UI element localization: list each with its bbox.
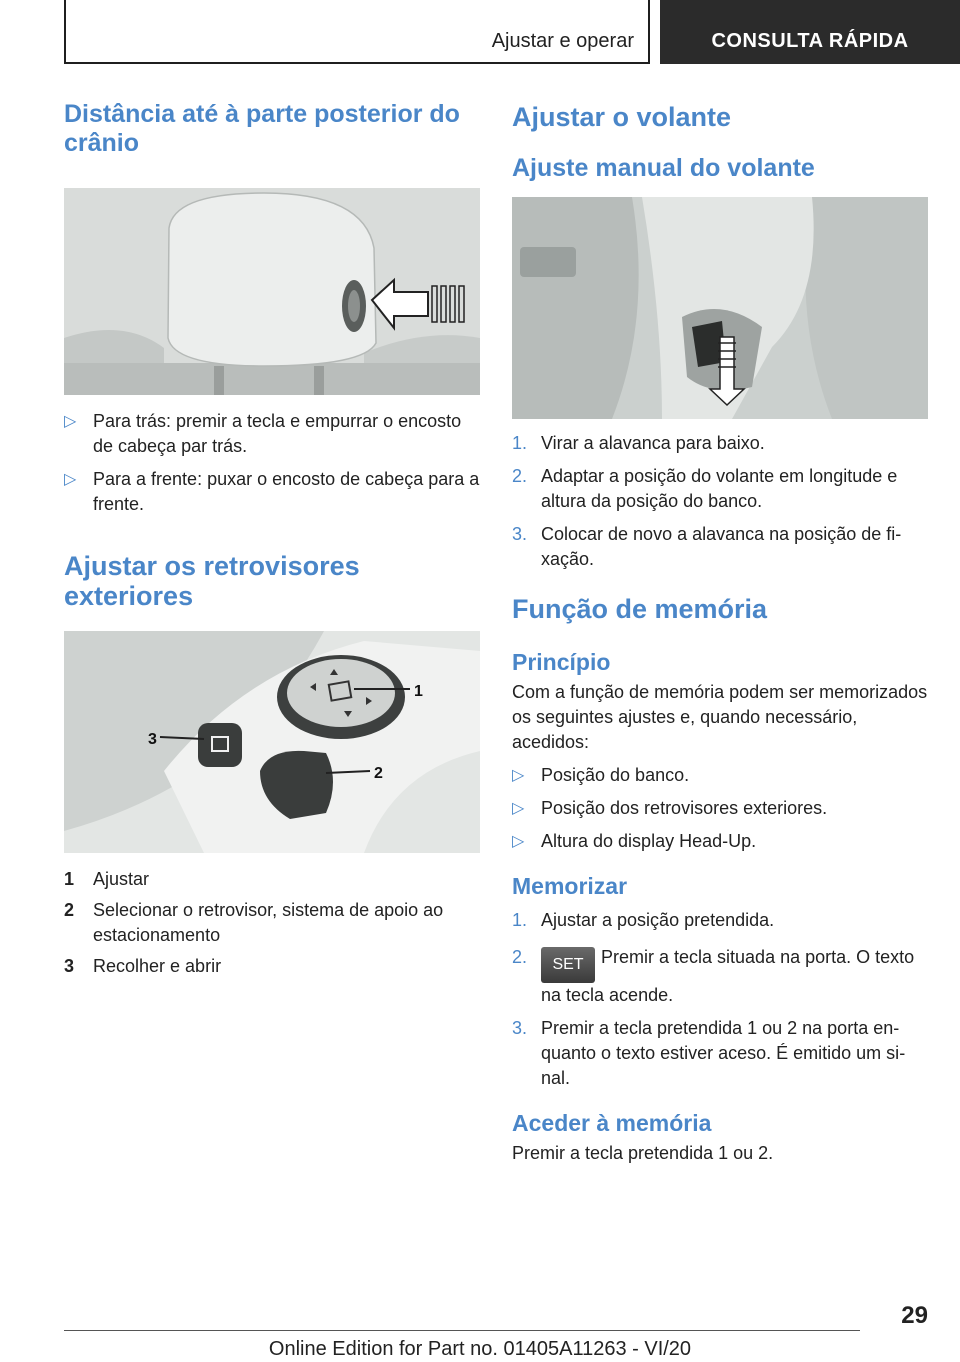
list-item: 1 Ajustar [64, 869, 150, 889]
principle-text: Com a função de memória podem ser memorizados os seguintes ajustes e, quando necessário, acedidos: [512, 682, 928, 752]
list-item: ▷ Para a frente: puxar o encosto de cabeça para a frente. [64, 469, 480, 514]
bullet-triangle-icon: ▷ [512, 800, 525, 817]
callout-3: 3 [148, 731, 157, 748]
mirror-switch-figure [64, 631, 480, 853]
list-item: ▷ Altura do display Head-Up. [512, 829, 928, 854]
headrest-heading: Distância até à parte posterior do crânio [64, 100, 460, 157]
memorize-steps [512, 908, 928, 1091]
bullet-triangle-icon: ▷ [512, 767, 525, 784]
header-section-label: Ajustar e operar [491, 30, 634, 52]
list-item: 1. Virar a alavanca para baixo. [512, 433, 765, 453]
list-item: ▷ Posição dos retrovisores exteriores. [512, 796, 928, 821]
memorize-heading: Memorizar [512, 873, 628, 899]
callout-2: 2 [374, 765, 383, 782]
principle-list [512, 763, 928, 854]
list-item: ▷ Para trás: premir a tecla e empurrar o encosto de cabeça par trás. [64, 411, 462, 456]
list-item: 3. Premir a tecla pretendida 1 ou 2 na porta enquanto o texto estiver aceso. É emitido um sinal. [512, 1018, 906, 1088]
list-item: 2. SET Premir a tecla situada na porta. O texto na tecla acende. [512, 947, 915, 1005]
header-section-box [64, 0, 650, 64]
headrest-figure [64, 188, 480, 395]
list-item: 3. Colocar de novo a alavanca na posição de fixação. [512, 524, 902, 569]
access-heading: Aceder à memória [512, 1110, 712, 1136]
memory-heading: Função de memória [512, 594, 768, 624]
list-item: 2 Selecionar o retrovisor, sistema de apoio ao estacionamento [64, 900, 444, 945]
mirrors-heading: Ajustar os retrovisores exteriores [64, 551, 360, 611]
callout-1: 1 [414, 683, 423, 700]
list-item: 3 Recolher e abrir [64, 956, 222, 976]
steering-heading: Ajustar o volante [512, 102, 732, 132]
list-item: 1. Ajustar a posição pretendida. [512, 910, 775, 930]
bullet-triangle-icon: ▷ [64, 471, 77, 488]
right-column [512, 100, 928, 1166]
access-text: Premir a tecla pretendida 1 ou 2. [512, 1143, 774, 1163]
headrest-list [64, 409, 480, 517]
manual-steering-heading: Ajuste manual do volante [512, 154, 815, 182]
left-column [64, 100, 480, 985]
footer-divider [64, 1330, 860, 1331]
footer-edition: Online Edition for Part no. 01405A11263 - VI/20 [268, 1338, 692, 1360]
mirror-legend [64, 867, 480, 979]
list-item: 2. Adaptar a posição do volante em longitude e altura da posição do banco. [512, 466, 898, 511]
bullet-triangle-icon: ▷ [64, 413, 77, 430]
steering-column-figure [512, 197, 928, 419]
set-key-icon: SET [541, 947, 595, 983]
manual-steps [512, 431, 928, 572]
list-item: ▷ Posição do banco. [512, 763, 928, 788]
principle-heading: Princípio [512, 649, 611, 675]
page-number: 29 [901, 1302, 928, 1329]
header-chapter-tab: CONSULTA RÁPIDA [660, 0, 960, 64]
bullet-triangle-icon: ▷ [512, 833, 525, 850]
